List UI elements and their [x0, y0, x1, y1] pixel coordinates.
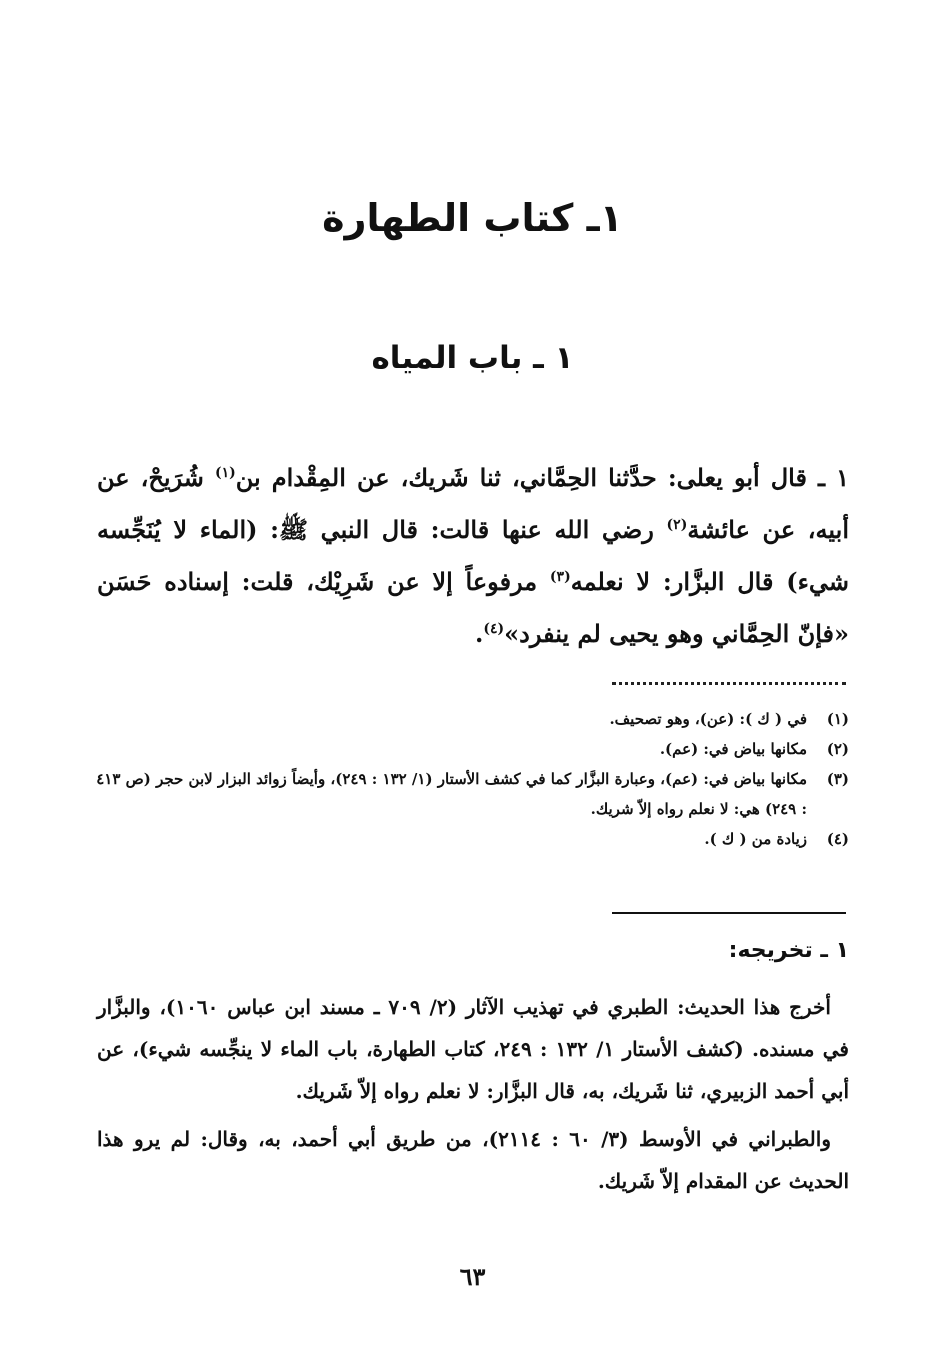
footnotes — [89, 704, 849, 854]
footnote-text: مكانها بياض في: (عم). — [659, 740, 807, 758]
takhrij-heading: ١ ـ تخريجه: — [728, 938, 849, 963]
footnote-item — [89, 704, 849, 734]
footnote-separator — [612, 682, 846, 685]
footnote-text: مكانها بياض في: (عم)، وعبارة البزَّار كما في كشف الأستار (١/ ١٣٢ : ٢٤٩)، وأيضاً زوائد البزار لابن حجر (ص ٤١٣ : ٢٤٩) هي: لا نعلم رواه إلاّ شريك. — [96, 770, 807, 818]
footnote-number: (٣) — [826, 770, 849, 788]
hadith-segment: مرفوعاً إلا عن شَرِيْك، قلت: إسناده حَسَن «فإنّ الحِمَّاني وهو يحيى لم ينفرد» — [97, 567, 849, 648]
footnote-text: في ( ك ): (عن)، وهو تصحيف. — [609, 710, 807, 728]
section-separator — [612, 912, 846, 914]
takhrij-paragraph: أخرج هذا الحديث: الطبري في تهذيب الآثار (٢/ ٧٠٩ ـ مسند ابن عباس ١٠٦٠)، والبزَّار في مسنده. (كشف الأستار ١/ ١٣٢ : ٢٤٩، كتاب الطهارة، باب الماء لا ينجِّسه شيء)، عن أبي أحمد الزبيري، ثنا شَريك، به، قال البزَّار: لا نعلم رواه إلاّ شَريك. — [97, 995, 849, 1103]
hadith-segment: شُرَيحْ، عن أبيه، عن عائشة — [97, 463, 850, 544]
hadith-segment: ١ ـ قال أبو يعلى: حدَّثنا الحِمَّاني، ثنا شَريك، عن المِقْدام بن — [235, 463, 849, 492]
chapter-title: ١ ـ باب المياه — [371, 340, 574, 376]
page-number: ٦٣ — [459, 1262, 486, 1291]
footnote-ref: (٣) — [549, 569, 571, 585]
takhrij-body — [97, 986, 849, 1208]
hadith-text — [97, 452, 849, 660]
footnote-item — [89, 824, 849, 854]
footnote-ref: (٢) — [666, 517, 688, 533]
footnote-text: زيادة من ( ك ). — [704, 830, 807, 848]
footnote-item — [89, 764, 849, 824]
book-title: ١ـ كتاب الطهارة — [322, 196, 623, 240]
footnote-ref: (٤) — [483, 621, 505, 637]
takhrij-paragraph: والطبراني في الأوسط (٣/ ٦٠ : ٢١١٤)، من طريق أبي أحمد، به، وقال: لم يرو هذا الحديث عن المقدام إلاّ شَريك. — [97, 1127, 849, 1193]
hadith-segment: . — [474, 619, 484, 648]
footnote-number: (٢) — [826, 740, 849, 758]
hadith-segment: رضي الله عنها قالت: قال النبي ﷺ: (الماء لا يُنَجِّسه شيء) قال البزَّار: لا نعلمه — [97, 515, 849, 596]
footnote-number: (٤) — [826, 830, 849, 848]
footnote-item — [89, 734, 849, 764]
footnote-ref: (١) — [214, 465, 236, 481]
footnote-number: (١) — [826, 710, 849, 728]
